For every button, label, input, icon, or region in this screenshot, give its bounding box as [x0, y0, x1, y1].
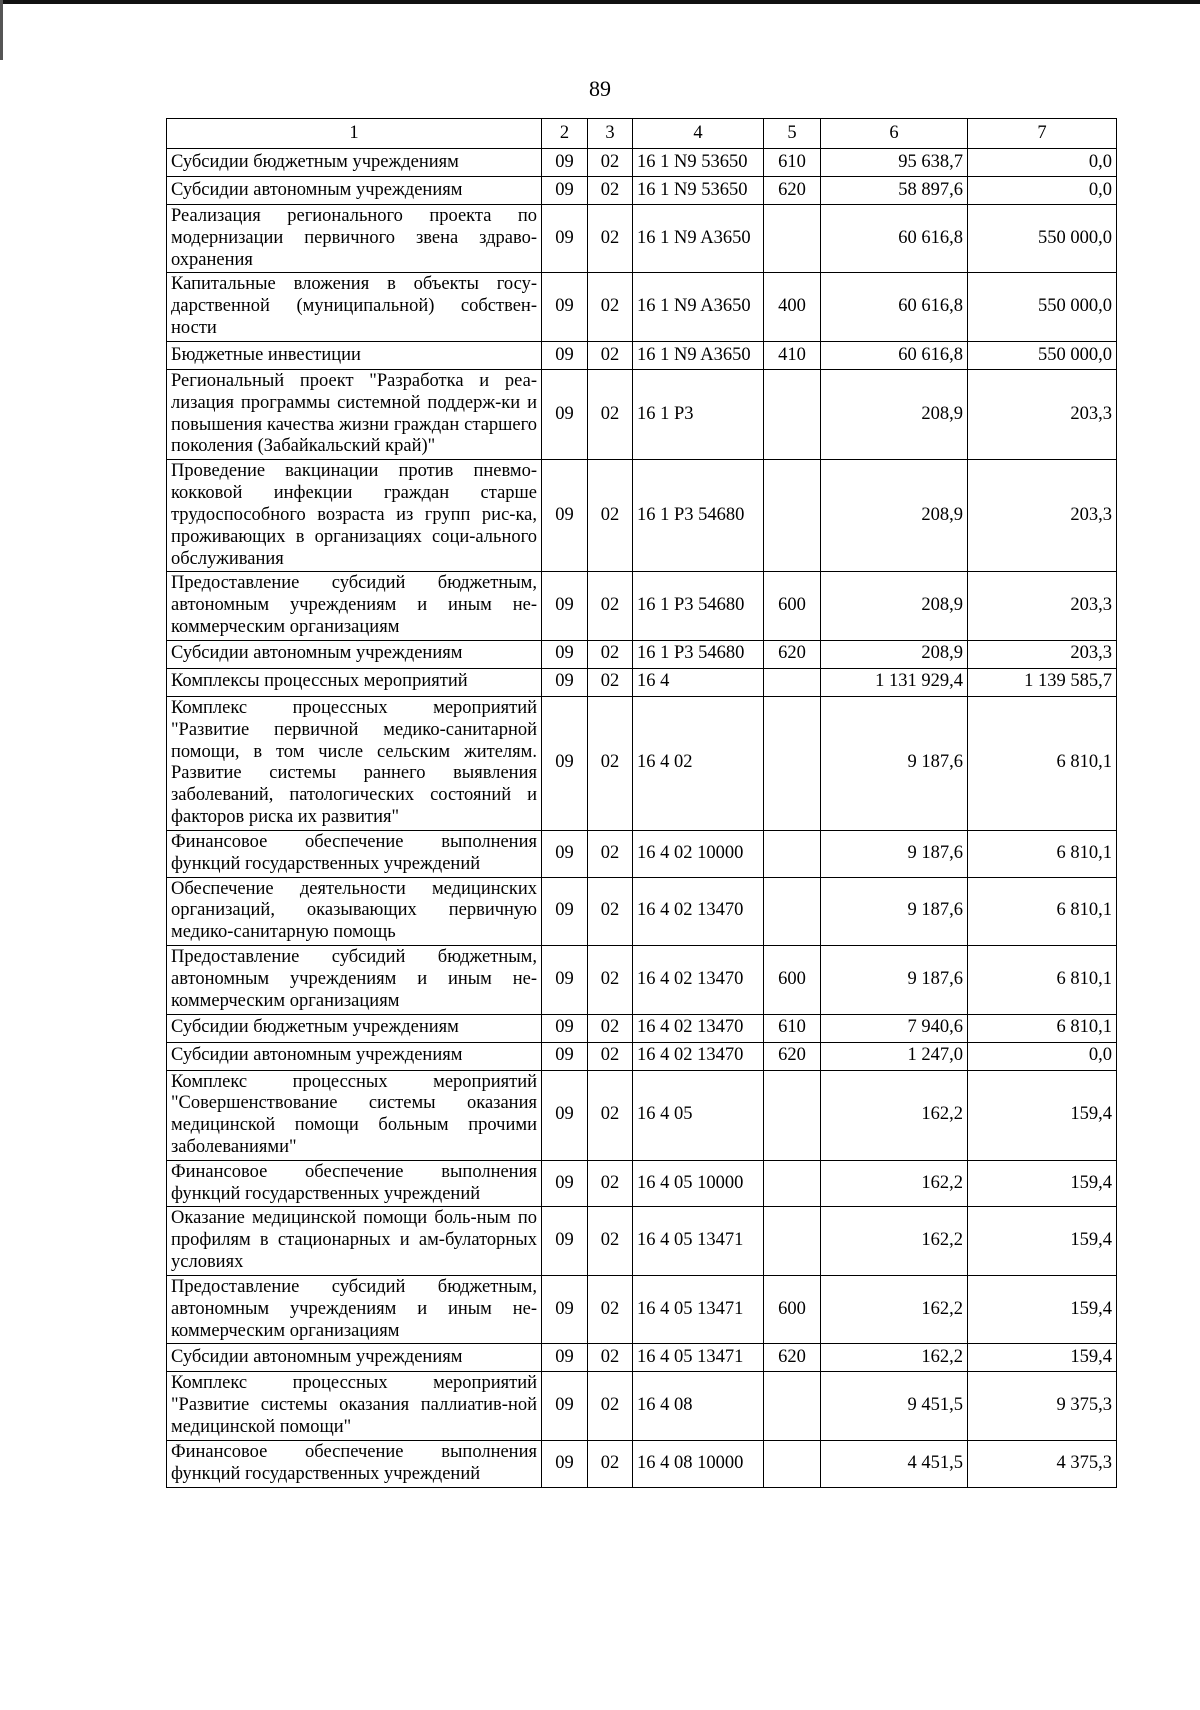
target-article-cell: 16 4 02: [633, 696, 764, 830]
row-name-cell: Капитальные вложения в объекты госу-дарственной (муниципальной) собствен-ности: [167, 273, 542, 341]
target-article-cell: 16 1 N9 53650: [633, 149, 764, 177]
amount-year1-cell: 9 187,6: [821, 830, 968, 877]
row-name-cell: Финансовое обеспечение выполнения функций государственных учреждений: [167, 1160, 542, 1207]
target-article-cell: 16 4: [633, 668, 764, 696]
table-row: [167, 341, 1117, 369]
amount-year2-cell: 6 810,1: [968, 1014, 1117, 1042]
subsection-code-cell: 02: [588, 460, 633, 572]
section-code-cell: 09: [542, 668, 588, 696]
row-name-cell: Субсидии автономным учреждениям: [167, 640, 542, 668]
expense-type-cell: [764, 830, 821, 877]
expense-type-cell: 410: [764, 341, 821, 369]
table-row: [167, 1207, 1117, 1275]
target-article-cell: 16 4 08 10000: [633, 1440, 764, 1487]
expense-type-cell: 400: [764, 273, 821, 341]
target-article-cell: 16 4 05 13471: [633, 1344, 764, 1372]
amount-year2-cell: 6 810,1: [968, 830, 1117, 877]
section-code-cell: 09: [542, 696, 588, 830]
amount-year2-cell: 159,4: [968, 1070, 1117, 1160]
target-article-cell: 16 4 05 13471: [633, 1207, 764, 1275]
section-code-cell: 09: [542, 1344, 588, 1372]
amount-year1-cell: 208,9: [821, 369, 968, 459]
table-row: [167, 877, 1117, 945]
expense-type-cell: [764, 1207, 821, 1275]
amount-year1-cell: 60 616,8: [821, 341, 968, 369]
column-header-5: 5: [764, 119, 821, 149]
subsection-code-cell: 02: [588, 369, 633, 459]
row-name-cell: Субсидии автономным учреждениям: [167, 177, 542, 205]
table-row: [167, 1440, 1117, 1487]
section-code-cell: 09: [542, 205, 588, 273]
amount-year2-cell: 6 810,1: [968, 946, 1117, 1014]
subsection-code-cell: 02: [588, 1042, 633, 1070]
amount-year2-cell: 0,0: [968, 149, 1117, 177]
subsection-code-cell: 02: [588, 640, 633, 668]
amount-year1-cell: 162,2: [821, 1207, 968, 1275]
expense-type-cell: 620: [764, 640, 821, 668]
expense-type-cell: [764, 460, 821, 572]
amount-year1-cell: 1 247,0: [821, 1042, 968, 1070]
subsection-code-cell: 02: [588, 946, 633, 1014]
table-row: [167, 369, 1117, 459]
amount-year1-cell: 95 638,7: [821, 149, 968, 177]
section-code-cell: 09: [542, 1207, 588, 1275]
target-article-cell: 16 1 P3 54680: [633, 460, 764, 572]
subsection-code-cell: 02: [588, 273, 633, 341]
subsection-code-cell: 02: [588, 341, 633, 369]
subsection-code-cell: 02: [588, 1275, 633, 1343]
amount-year1-cell: 208,9: [821, 640, 968, 668]
row-name-cell: Комплекс процессных мероприятий "Развитие первичной медико-санитарной помощи, в том числе сельским жителям. Развитие системы раннего выявления заболеваний, патологических состояний и факторов риска их развития": [167, 696, 542, 830]
target-article-cell: 16 4 02 13470: [633, 1014, 764, 1042]
expense-type-cell: [764, 668, 821, 696]
table-row: [167, 640, 1117, 668]
column-header-3: 3: [588, 119, 633, 149]
expense-type-cell: [764, 877, 821, 945]
section-code-cell: 09: [542, 1275, 588, 1343]
expense-type-cell: [764, 696, 821, 830]
column-header-4: 4: [633, 119, 764, 149]
section-code-cell: 09: [542, 149, 588, 177]
amount-year2-cell: 203,3: [968, 572, 1117, 640]
row-name-cell: Реализация регионального проекта по модернизации первичного звена здраво-охранения: [167, 205, 542, 273]
target-article-cell: 16 4 02 13470: [633, 946, 764, 1014]
table-row: [167, 1344, 1117, 1372]
target-article-cell: 16 1 P3 54680: [633, 572, 764, 640]
subsection-code-cell: 02: [588, 1372, 633, 1440]
table-row: [167, 273, 1117, 341]
amount-year1-cell: 162,2: [821, 1160, 968, 1207]
amount-year2-cell: 9 375,3: [968, 1372, 1117, 1440]
subsection-code-cell: 02: [588, 1440, 633, 1487]
table-row: [167, 696, 1117, 830]
subsection-code-cell: 02: [588, 177, 633, 205]
target-article-cell: 16 4 05: [633, 1070, 764, 1160]
amount-year2-cell: 1 139 585,7: [968, 668, 1117, 696]
column-header-7: 7: [968, 119, 1117, 149]
section-code-cell: 09: [542, 341, 588, 369]
expense-type-cell: [764, 205, 821, 273]
subsection-code-cell: 02: [588, 668, 633, 696]
expense-type-cell: 600: [764, 1275, 821, 1343]
row-name-cell: Оказание медицинской помощи боль-ным по профилям в стационарных и ам-булаторных условиях: [167, 1207, 542, 1275]
target-article-cell: 16 4 02 13470: [633, 1042, 764, 1070]
subsection-code-cell: 02: [588, 1070, 633, 1160]
section-code-cell: 09: [542, 273, 588, 341]
target-article-cell: 16 4 05 13471: [633, 1275, 764, 1343]
amount-year1-cell: 60 616,8: [821, 205, 968, 273]
table-row: [167, 572, 1117, 640]
section-code-cell: 09: [542, 1372, 588, 1440]
section-code-cell: 09: [542, 1440, 588, 1487]
table-body: [167, 149, 1117, 1488]
amount-year1-cell: 9 187,6: [821, 696, 968, 830]
subsection-code-cell: 02: [588, 830, 633, 877]
target-article-cell: 16 4 08: [633, 1372, 764, 1440]
table-row: [167, 1275, 1117, 1343]
amount-year2-cell: 203,3: [968, 640, 1117, 668]
table-row: [167, 149, 1117, 177]
target-article-cell: 16 4 02 10000: [633, 830, 764, 877]
row-name-cell: Проведение вакцинации против пневмо-кокковой инфекции граждан старше трудоспособного возраста из групп рис-ка, проживающих в организациях соци-ального обслуживания: [167, 460, 542, 572]
target-article-cell: 16 4 05 10000: [633, 1160, 764, 1207]
table-header-row: [167, 119, 1117, 149]
target-article-cell: 16 1 P3 54680: [633, 640, 764, 668]
row-name-cell: Обеспечение деятельности медицинских организаций, оказывающих первичную медико-санитарную помощь: [167, 877, 542, 945]
expense-type-cell: 620: [764, 177, 821, 205]
amount-year1-cell: 162,2: [821, 1275, 968, 1343]
expense-type-cell: [764, 1070, 821, 1160]
section-code-cell: 09: [542, 640, 588, 668]
table-row: [167, 1070, 1117, 1160]
target-article-cell: 16 4 02 13470: [633, 877, 764, 945]
amount-year2-cell: 159,4: [968, 1275, 1117, 1343]
amount-year1-cell: 9 187,6: [821, 877, 968, 945]
expense-type-cell: [764, 1372, 821, 1440]
table-row: [167, 1372, 1117, 1440]
subsection-code-cell: 02: [588, 205, 633, 273]
row-name-cell: Предоставление субсидий бюджетным, автономным учреждениям и иным не-коммерческим организациям: [167, 946, 542, 1014]
subsection-code-cell: 02: [588, 1014, 633, 1042]
amount-year2-cell: 550 000,0: [968, 273, 1117, 341]
amount-year2-cell: 0,0: [968, 1042, 1117, 1070]
amount-year2-cell: 159,4: [968, 1344, 1117, 1372]
page-number: 89: [589, 76, 611, 101]
row-name-cell: Субсидии автономным учреждениям: [167, 1344, 542, 1372]
table-row: [167, 830, 1117, 877]
expense-type-cell: 610: [764, 149, 821, 177]
row-name-cell: Субсидии бюджетным учреждениям: [167, 149, 542, 177]
amount-year2-cell: 203,3: [968, 460, 1117, 572]
amount-year1-cell: 162,2: [821, 1344, 968, 1372]
row-name-cell: Региональный проект "Разработка и реа-лизация программы системной поддерж-ки и повышения качества жизни граждан старшего поколения (Забайкальский край)": [167, 369, 542, 459]
section-code-cell: 09: [542, 1014, 588, 1042]
section-code-cell: 09: [542, 1070, 588, 1160]
section-code-cell: 09: [542, 572, 588, 640]
amount-year2-cell: 159,4: [968, 1160, 1117, 1207]
target-article-cell: 16 1 N9 A3650: [633, 341, 764, 369]
page-border: [0, 0, 1200, 4]
expense-type-cell: 600: [764, 572, 821, 640]
row-name-cell: Финансовое обеспечение выполнения функций государственных учреждений: [167, 830, 542, 877]
section-code-cell: 09: [542, 369, 588, 459]
row-name-cell: Комплекс процессных мероприятий "Совершенствование системы оказания медицинской помощи больным прочими заболеваниями": [167, 1070, 542, 1160]
row-name-cell: Субсидии бюджетным учреждениям: [167, 1014, 542, 1042]
expense-type-cell: [764, 1440, 821, 1487]
page-edge: [0, 0, 3, 60]
section-code-cell: 09: [542, 946, 588, 1014]
column-header-6: 6: [821, 119, 968, 149]
section-code-cell: 09: [542, 460, 588, 572]
table-row: [167, 668, 1117, 696]
target-article-cell: 16 1 N9 A3650: [633, 273, 764, 341]
amount-year1-cell: 60 616,8: [821, 273, 968, 341]
amount-year2-cell: 6 810,1: [968, 877, 1117, 945]
subsection-code-cell: 02: [588, 572, 633, 640]
expense-type-cell: 620: [764, 1344, 821, 1372]
table-row: [167, 946, 1117, 1014]
amount-year1-cell: 162,2: [821, 1070, 968, 1160]
row-name-cell: Комплексы процессных мероприятий: [167, 668, 542, 696]
target-article-cell: 16 1 P3: [633, 369, 764, 459]
expense-type-cell: [764, 1160, 821, 1207]
table-row: [167, 205, 1117, 273]
column-header-1: 1: [167, 119, 542, 149]
row-name-cell: Субсидии автономным учреждениям: [167, 1042, 542, 1070]
expense-type-cell: 600: [764, 946, 821, 1014]
section-code-cell: 09: [542, 830, 588, 877]
row-name-cell: Финансовое обеспечение выполнения функций государственных учреждений: [167, 1440, 542, 1487]
subsection-code-cell: 02: [588, 696, 633, 830]
amount-year2-cell: 159,4: [968, 1207, 1117, 1275]
row-name-cell: Бюджетные инвестиции: [167, 341, 542, 369]
amount-year1-cell: 7 940,6: [821, 1014, 968, 1042]
subsection-code-cell: 02: [588, 1207, 633, 1275]
budget-table: [166, 118, 1117, 1488]
amount-year1-cell: 58 897,6: [821, 177, 968, 205]
section-code-cell: 09: [542, 177, 588, 205]
subsection-code-cell: 02: [588, 877, 633, 945]
section-code-cell: 09: [542, 877, 588, 945]
amount-year1-cell: 208,9: [821, 460, 968, 572]
table-row: [167, 1160, 1117, 1207]
amount-year1-cell: 9 451,5: [821, 1372, 968, 1440]
section-code-cell: 09: [542, 1160, 588, 1207]
amount-year2-cell: 550 000,0: [968, 341, 1117, 369]
target-article-cell: 16 1 N9 53650: [633, 177, 764, 205]
table-row: [167, 177, 1117, 205]
expense-type-cell: 610: [764, 1014, 821, 1042]
amount-year2-cell: 4 375,3: [968, 1440, 1117, 1487]
subsection-code-cell: 02: [588, 1160, 633, 1207]
target-article-cell: 16 1 N9 A3650: [633, 205, 764, 273]
amount-year2-cell: 6 810,1: [968, 696, 1117, 830]
table-row: [167, 1042, 1117, 1070]
amount-year1-cell: 208,9: [821, 572, 968, 640]
table-row: [167, 1014, 1117, 1042]
expense-type-cell: [764, 369, 821, 459]
row-name-cell: Предоставление субсидий бюджетным, автономным учреждениям и иным не-коммерческим организациям: [167, 572, 542, 640]
row-name-cell: Комплекс процессных мероприятий "Развитие системы оказания паллиатив-ной медицинской помощи": [167, 1372, 542, 1440]
column-header-2: 2: [542, 119, 588, 149]
amount-year1-cell: 4 451,5: [821, 1440, 968, 1487]
expense-type-cell: 620: [764, 1042, 821, 1070]
amount-year2-cell: 0,0: [968, 177, 1117, 205]
amount-year1-cell: 1 131 929,4: [821, 668, 968, 696]
row-name-cell: Предоставление субсидий бюджетным, автономным учреждениям и иным не-коммерческим организациям: [167, 1275, 542, 1343]
table-row: [167, 460, 1117, 572]
subsection-code-cell: 02: [588, 1344, 633, 1372]
section-code-cell: 09: [542, 1042, 588, 1070]
amount-year1-cell: 9 187,6: [821, 946, 968, 1014]
subsection-code-cell: 02: [588, 149, 633, 177]
amount-year2-cell: 550 000,0: [968, 205, 1117, 273]
amount-year2-cell: 203,3: [968, 369, 1117, 459]
